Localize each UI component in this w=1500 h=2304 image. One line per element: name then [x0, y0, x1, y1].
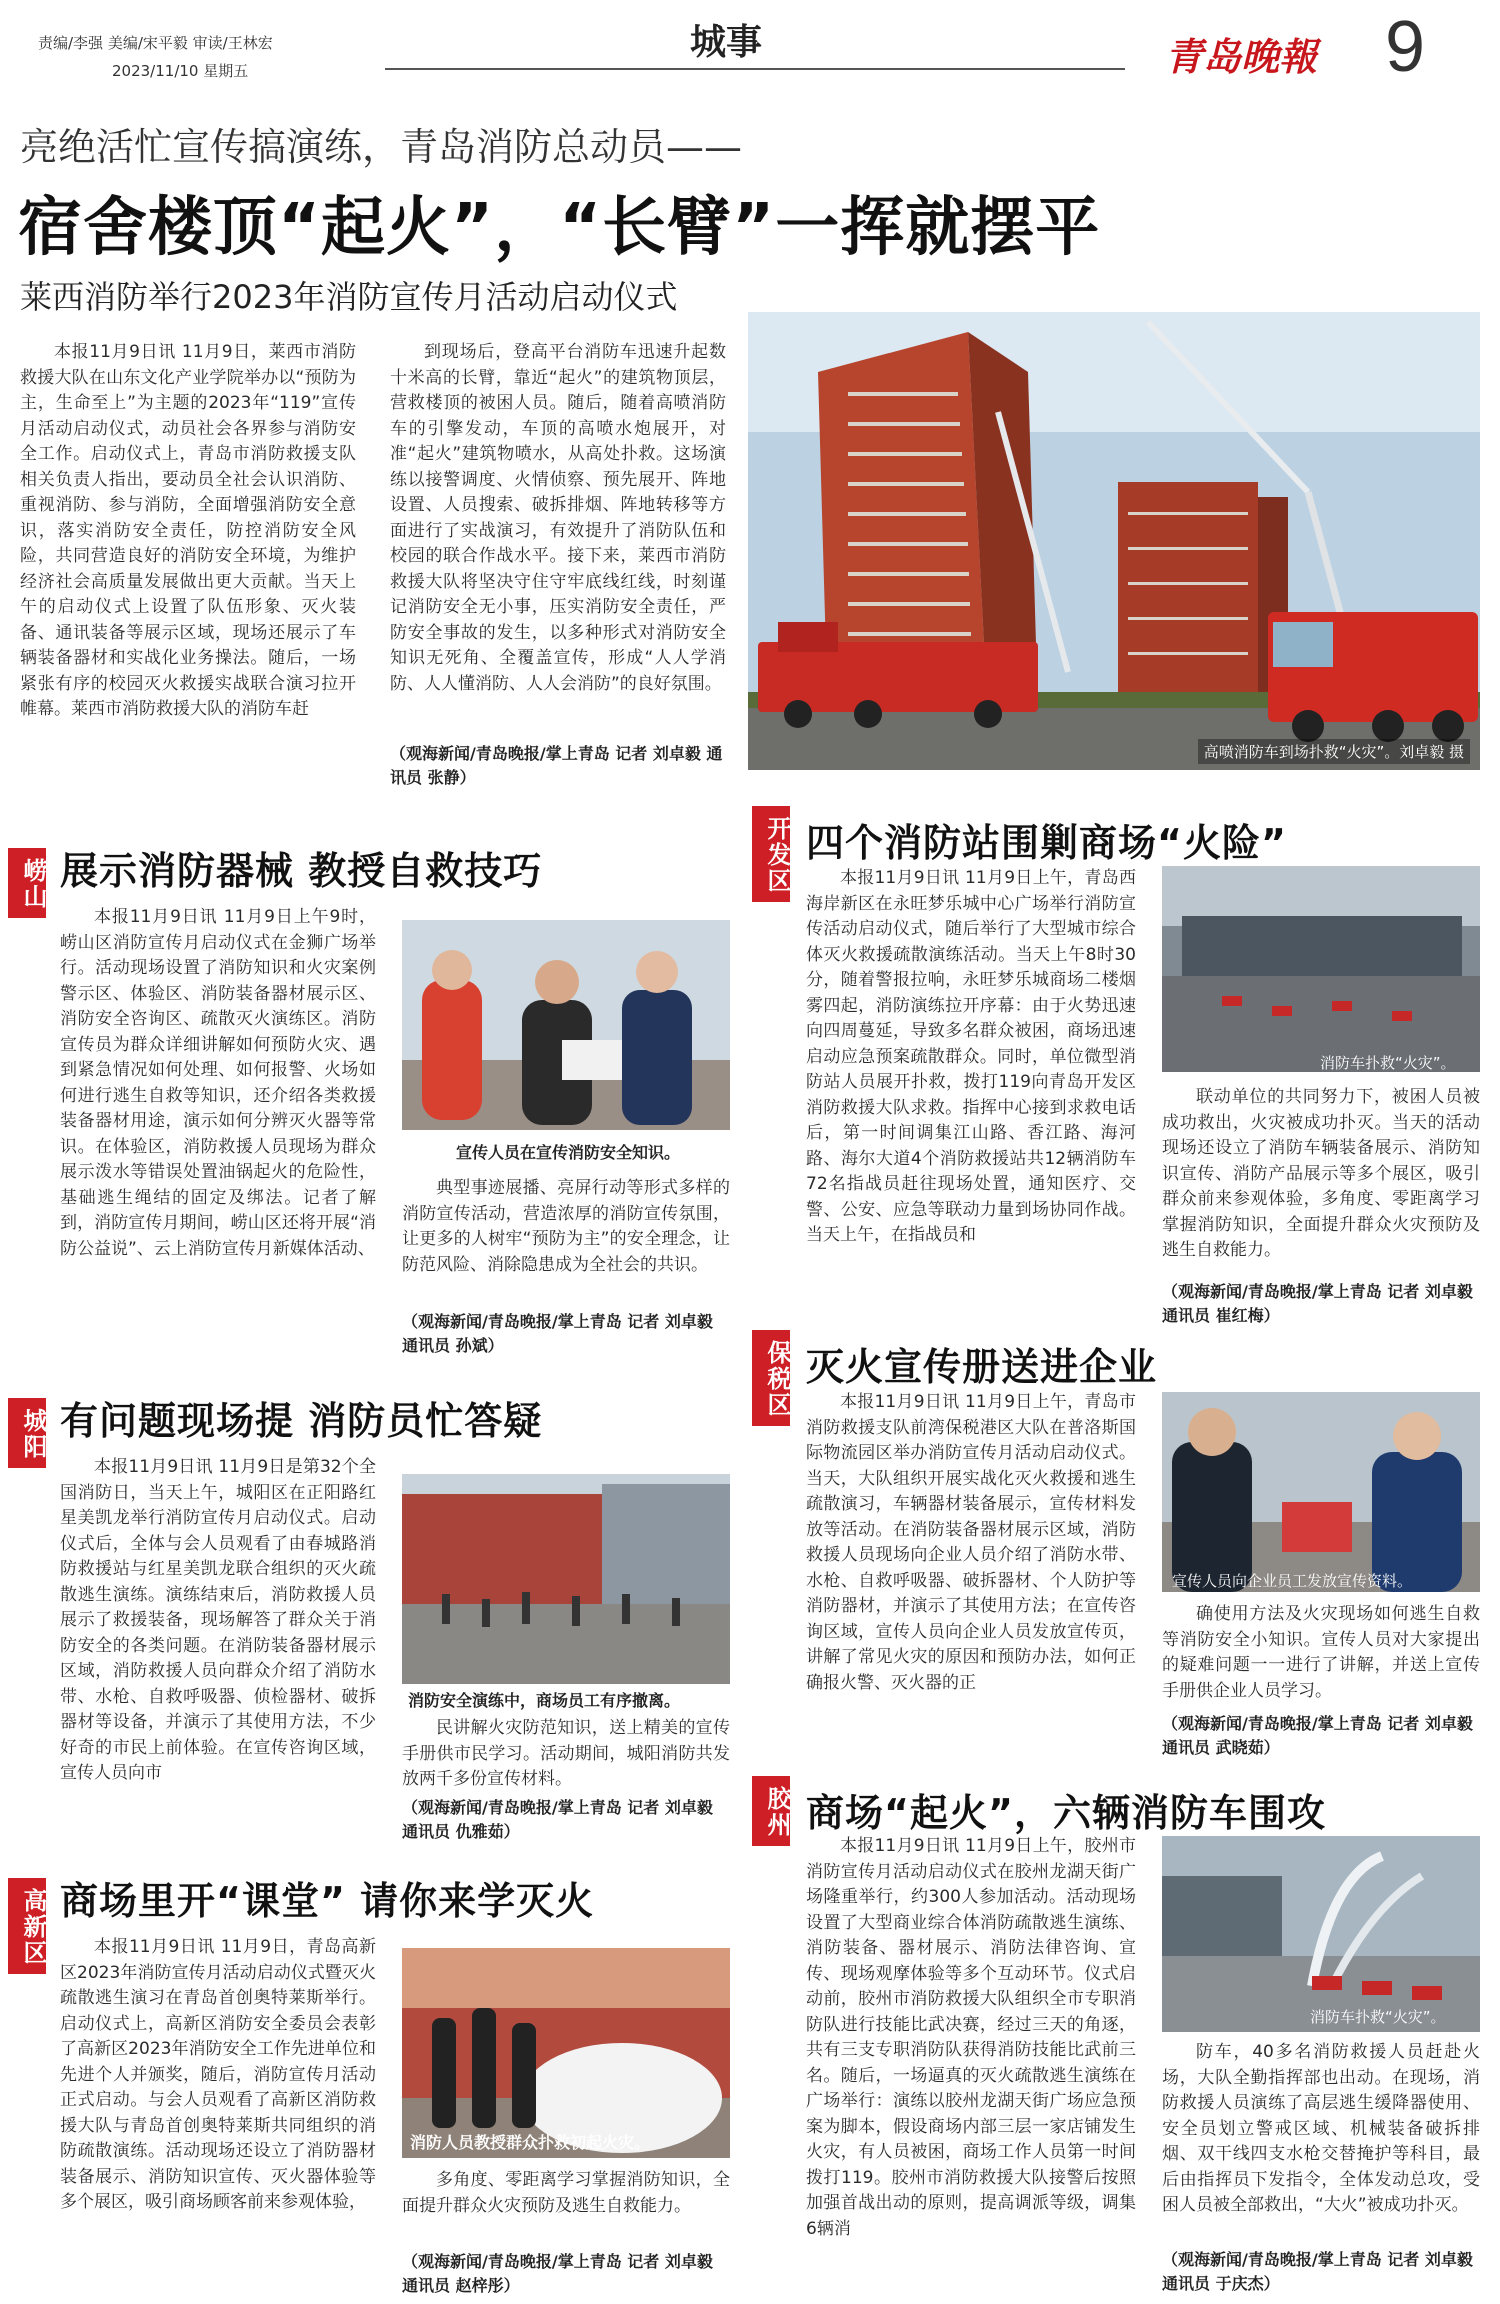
district-tag-kaifa: 开发区 — [752, 806, 790, 902]
issue-date: 2023/11/10 星期五 — [112, 62, 249, 80]
chengyang-caption: 消防安全演练中，商场员工有序撤离。 — [408, 1691, 681, 1710]
gaoxin-credit: （观海新闻/青岛晚报/掌上青岛 记者 刘卓毅 通讯员 赵梓彤） — [402, 2252, 713, 2295]
chengyang-credit: （观海新闻/青岛晚报/掌上青岛 记者 刘卓毅 通讯员 仇雅茹） — [402, 1798, 713, 1841]
jiaozhou-title: 商场“起火”，六辆消防车围攻 — [806, 1791, 1326, 1835]
kaifa-title: 四个消防站围剿商场“火险” — [806, 821, 1287, 865]
gaoxin-text-b: 多角度、零距离学习掌握消防知识，全面提升群众火灾预防及逃生自救能力。 — [402, 2170, 730, 2216]
people-promotion-illustration — [402, 920, 730, 1130]
district-tag-chengyang: 城阳 — [8, 1398, 46, 1468]
section-title: 城事 — [690, 22, 763, 63]
baoshui-photo — [1162, 1392, 1480, 1592]
jiaozhou-caption: 消防车扑救“火灾”。 — [1310, 2008, 1446, 2026]
chengyang-text-a: 本报11月9日讯 11月9日是第32个全国消防日，当天上午，城阳区在正阳路红星美凯龙举行消防宣传月启动仪式。启动仪式后，全体与会人员观看了由春城路消防救援站与红星美凯龙联合组织的灭火疏散逃生演练。演练结束后，消防救援人员展示了救援装备，现场解答了群众关于消防安全的各类问题。在消防装备器材展示区域，消防救援人员向群众介绍了消防水带、水枪、自救呼吸器、侦检器材、破拆器材等设备，并演示了其使用方法，不少好奇的市民上前体验。在宣传咨询区域，宣传人员向市 — [60, 1457, 376, 1783]
brochure-handout-illustration — [1162, 1392, 1480, 1592]
chengyang-text-b: 民讲解火灾防范知识，送上精美的宣传手册供市民学习。活动期间，城阳消防共发放两千多份宣传材料。 — [402, 1718, 730, 1789]
baoshui-text-b: 确使用方法及火灾现场如何逃生自救等消防安全小知识。宣传人员对大家提出的疑难问题一一进行了讲解，并送上宣传手册供企业人员学习。 — [1162, 1604, 1480, 1701]
jiaozhou-credit: （观海新闻/青岛晚报/掌上青岛 记者 刘卓毅 通讯员 于庆杰） — [1162, 2250, 1473, 2293]
mall-evacuation-illustration — [402, 1474, 730, 1684]
baoshui-title: 灭火宣传册送进企业 — [806, 1345, 1158, 1389]
laoshan-photo — [402, 920, 730, 1130]
baoshui-text-a: 本报11月9日讯 11月9日上午，青岛市消防救援支队前湾保税港区大队在普洛斯国际物流园区举办消防宣传月活动启动仪式。当天，大队组织开展实战化灭火救援和逃生疏散演习，车辆器材装备展示，宣传材料发放等活动。在消防装备器材展示区域，消防救援人员现场向企业人员介绍了消防水带、水枪、自救呼吸器、破拆器材、个人防护等消防器材，并演示了其使用方法；在宣传咨询区域，宣传人员向企业人员发放宣传页，讲解了常见火灾的原因和预防办法，如何正确报火警、灭火器的正 — [806, 1392, 1136, 1693]
fire-truck-scene-illustration — [748, 312, 1480, 770]
fire-extinguisher-training-illustration — [402, 1948, 730, 2158]
chengyang-title: 有问题现场提 消防员忙答疑 — [60, 1399, 543, 1443]
main-subhead: 莱西消防举行2023年消防宣传月活动启动仪式 — [20, 278, 678, 316]
jiaozhou-photo — [1162, 1836, 1480, 2032]
main-kicker: 亮绝活忙宣传搞演练，青岛消防总动员—— — [20, 125, 743, 169]
gaoxin-title: 商场里开“课堂” 请你来学灭火 — [60, 1879, 595, 1923]
kaifa-photo — [1162, 866, 1480, 1072]
mall-aerial-illustration — [1162, 866, 1480, 1072]
district-tag-baoshui: 保税区 — [752, 1330, 790, 1426]
district-tag-laoshan: 崂山 — [8, 848, 46, 918]
main-headline: 宿舍楼顶“起火”，“长臂”一挥就摆平 — [18, 191, 1101, 265]
kaifa-caption: 消防车扑救“火灾”。 — [1320, 1054, 1456, 1072]
kaifa-text-b: 联动单位的共同努力下，被困人员被成功救出，火灾被成功扑灭。当天的活动现场还设立了消防车辆装备展示、消防知识宣传、消防产品展示等多个展区，吸引群众前来参观体验，多角度、零距离学习掌握消防知识，全面提升群众火灾预防及逃生自救能力。 — [1162, 1087, 1480, 1260]
gaoxin-photo — [402, 1948, 730, 2158]
jiaozhou-text-a: 本报11月9日讯 11月9日上午，胶州市消防宣传月活动启动仪式在胶州龙湖天街广场隆重举行，约300人参加活动。活动现场设置了大型商业综合体消防疏散逃生演练、消防装备、器材展示、消防法律咨询、宣传、现场观摩体验等多个互动环节。仪式启动前，胶州市消防救援大队组织全市专职消防队进行技能比武决赛，经过三天的角逐，共有三支专职消防队获得消防技能比武前三名。随后，一场逼真的灭火疏散逃生演练在广场举行：演练以胶州龙湖天街广场应急预案为脚本，假设商场内部三层一家店铺发生火灾，有人员被困，商场工作人员第一时间拨打119。胶州市消防救援大队接警后按照加强首战出动的原则，提高调派等级，调集6辆消 — [806, 1836, 1136, 2239]
district-tag-gaoxin: 高新区 — [8, 1878, 46, 1974]
kaifa-credit: （观海新闻/青岛晚报/掌上青岛 记者 刘卓毅 通讯员 崔红梅） — [1162, 1282, 1473, 1325]
jiaozhou-text-b: 防车，40多名消防救援人员赶赴火场，大队全勤指挥部也出动。在现场，消防救援人员演练了高层逃生缓降器使用、安全员划立警戒区域、机械装备破拆排烟、双干线四支水枪交替掩护等科目，最后由指挥员下发指令，全体发动总攻，受困人员被全部救出，“大火”被成功扑灭。 — [1162, 2042, 1480, 2215]
main-credit: （观海新闻/青岛晚报/掌上青岛 记者 刘卓毅 通讯员 张静） — [390, 744, 723, 787]
district-tag-jiaozhou: 胶州 — [752, 1776, 790, 1846]
laoshan-credit: （观海新闻/青岛晚报/掌上青岛 记者 刘卓毅 通讯员 孙斌） — [402, 1312, 713, 1355]
chengyang-photo — [402, 1474, 730, 1684]
main-column-1: 本报11月9日讯 11月9日，莱西市消防救援大队在山东文化产业学院举办以“预防为主，生命至上”为主题的2023年“119”宣传月活动启动仪式，动员社会各界参与消防安全工作。启动仪式上，青岛市消防救援支队相关负责人指出，要动员全社会认识消防、重视消防、参与消防，全面增强消防安全意识，落实消防安全责任，防控消防安全风险，共同营造良好的消防安全环境，为维护经济社会高质量发展做出更大贡献。当天上午的启动仪式上设置了队伍形象、灭火装备、通讯装备等展示区域，现场还展示了车辆装备器材和实战化业务操法。随后，一场紧张有序的校园灭火救援实战联合演习拉开帷幕。莱西市消防救援大队的消防车赶 — [20, 342, 356, 719]
kaifa-text-a: 本报11月9日讯 11月9日上午，青岛西海岸新区在永旺梦乐城中心广场举行消防宣传活动启动仪式，随后举行了大型城市综合体灭火救援疏散演练活动。当天上午8时30分，随着警报拉响，永旺梦乐城商场二楼烟雾四起，消防演练拉开序幕：由于火势迅速向四周蔓延，导致多名群众被困，商场迅速启动应急预案疏散群众。同时，单位微型消防站人员展开扑救，拨打119向青岛开发区消防救援大队求救。指挥中心接到求救电话后，第一时间调集江山路、香江路、海河路、海尔大道4个消防救援站共12辆消防车72名指战员赶往现场处置，通知医疗、交警、公安、应急等联动力量到场协同作战。当天上午，在指战员和 — [806, 868, 1136, 1245]
page-number: 9 — [1385, 7, 1426, 87]
paper-logo: 青岛晚報 — [1165, 34, 1318, 79]
main-column-2: 到现场后，登高平台消防车迅速升起数十米高的长臂，靠近“起火”的建筑物顶层，营救楼顶的被困人员。随后，随着高喷消防车的引擎发动，车顶的高喷水炮展开，对准“起火”建筑物喷水，从高处扑救。这场演练以接警调度、火情侦察、预先展开、阵地设置、人员搜索、破拆排烟、阵地转移等方面进行了实战演习，有效提升了消防队伍和校园的联合作战水平。接下来，莱西市消防救援大队将坚决守住守牢底线红线，时刻谨记消防安全无小事，压实消防安全责任，严防安全事故的发生，以多种形式对消防安全知识无死角、全覆盖宣传，形成“人人学消防、人人懂消防、人人会消防”的良好氛围。 — [390, 342, 726, 694]
main-photo-caption: 高喷消防车到场扑救“火灾”。刘卓毅 摄 — [1198, 739, 1470, 764]
laoshan-text-a: 本报11月9日讯 11月9日上午9时，崂山区消防宣传月启动仪式在金狮广场举行。活动现场设置了消防知识和火灾案例警示区、体验区、消防装备器材展示区、消防安全咨询区、疏散灭火演练区。消防宣传员为群众详细讲解如何预防火灾、遇到紧急情况如何处理、如何报警、火场如何进行逃生自救等知识，还介绍各类救援装备器材用途，演示如何分辨灭火器等常识。在体验区，消防救援人员现场为群众展示泼水等错误处置油锅起火的危险性，基础逃生绳结的固定及绑法。记者了解到，消防宣传月期间，崂山区还将开展“消防公益说”、云上消防宣传月新媒体活动、 — [60, 907, 376, 1259]
laoshan-caption: 宣传人员在宣传消防安全知识。 — [456, 1143, 681, 1162]
gaoxin-text-a: 本报11月9日讯 11月9日，青岛高新区2023年消防宣传月活动启动仪式暨灭火疏散逃生演习在青岛首创奥特莱斯举行。启动仪式上，高新区消防安全委员会表彰了高新区2023年消防安全工作先进单位和先进个人并颁奖，随后，消防宣传月活动正式启动。与会人员观看了高新区消防救援大队与青岛首创奥特莱斯共同组织的消防疏散演练。活动现场还设立了消防器材装备展示、消防知识宣传、灭火器体验等多个展区，吸引商场顾客前来参观体验， — [60, 1937, 376, 2212]
gaoxin-caption: 消防人员教授群众扑救初起火灾。 — [410, 2133, 651, 2152]
editors-line: 责编/李强 美编/宋平毅 审读/王林宏 — [38, 34, 273, 52]
main-photo — [748, 312, 1480, 770]
baoshui-credit: （观海新闻/青岛晚报/掌上青岛 记者 刘卓毅 通讯员 武晓茹） — [1162, 1714, 1473, 1757]
baoshui-caption: 宣传人员向企业员工发放宣传资料。 — [1172, 1572, 1413, 1590]
header-rule — [385, 68, 1125, 70]
water-spray-drill-illustration — [1162, 1836, 1480, 2032]
laoshan-title: 展示消防器械 教授自救技巧 — [60, 849, 543, 893]
laoshan-text-b: 典型事迹展播、亮屏行动等形式多样的消防宣传活动，营造浓厚的消防宣传氛围，让更多的人树牢“预防为主”的安全理念，让防范风险、消除隐患成为全社会的共识。 — [402, 1178, 730, 1275]
